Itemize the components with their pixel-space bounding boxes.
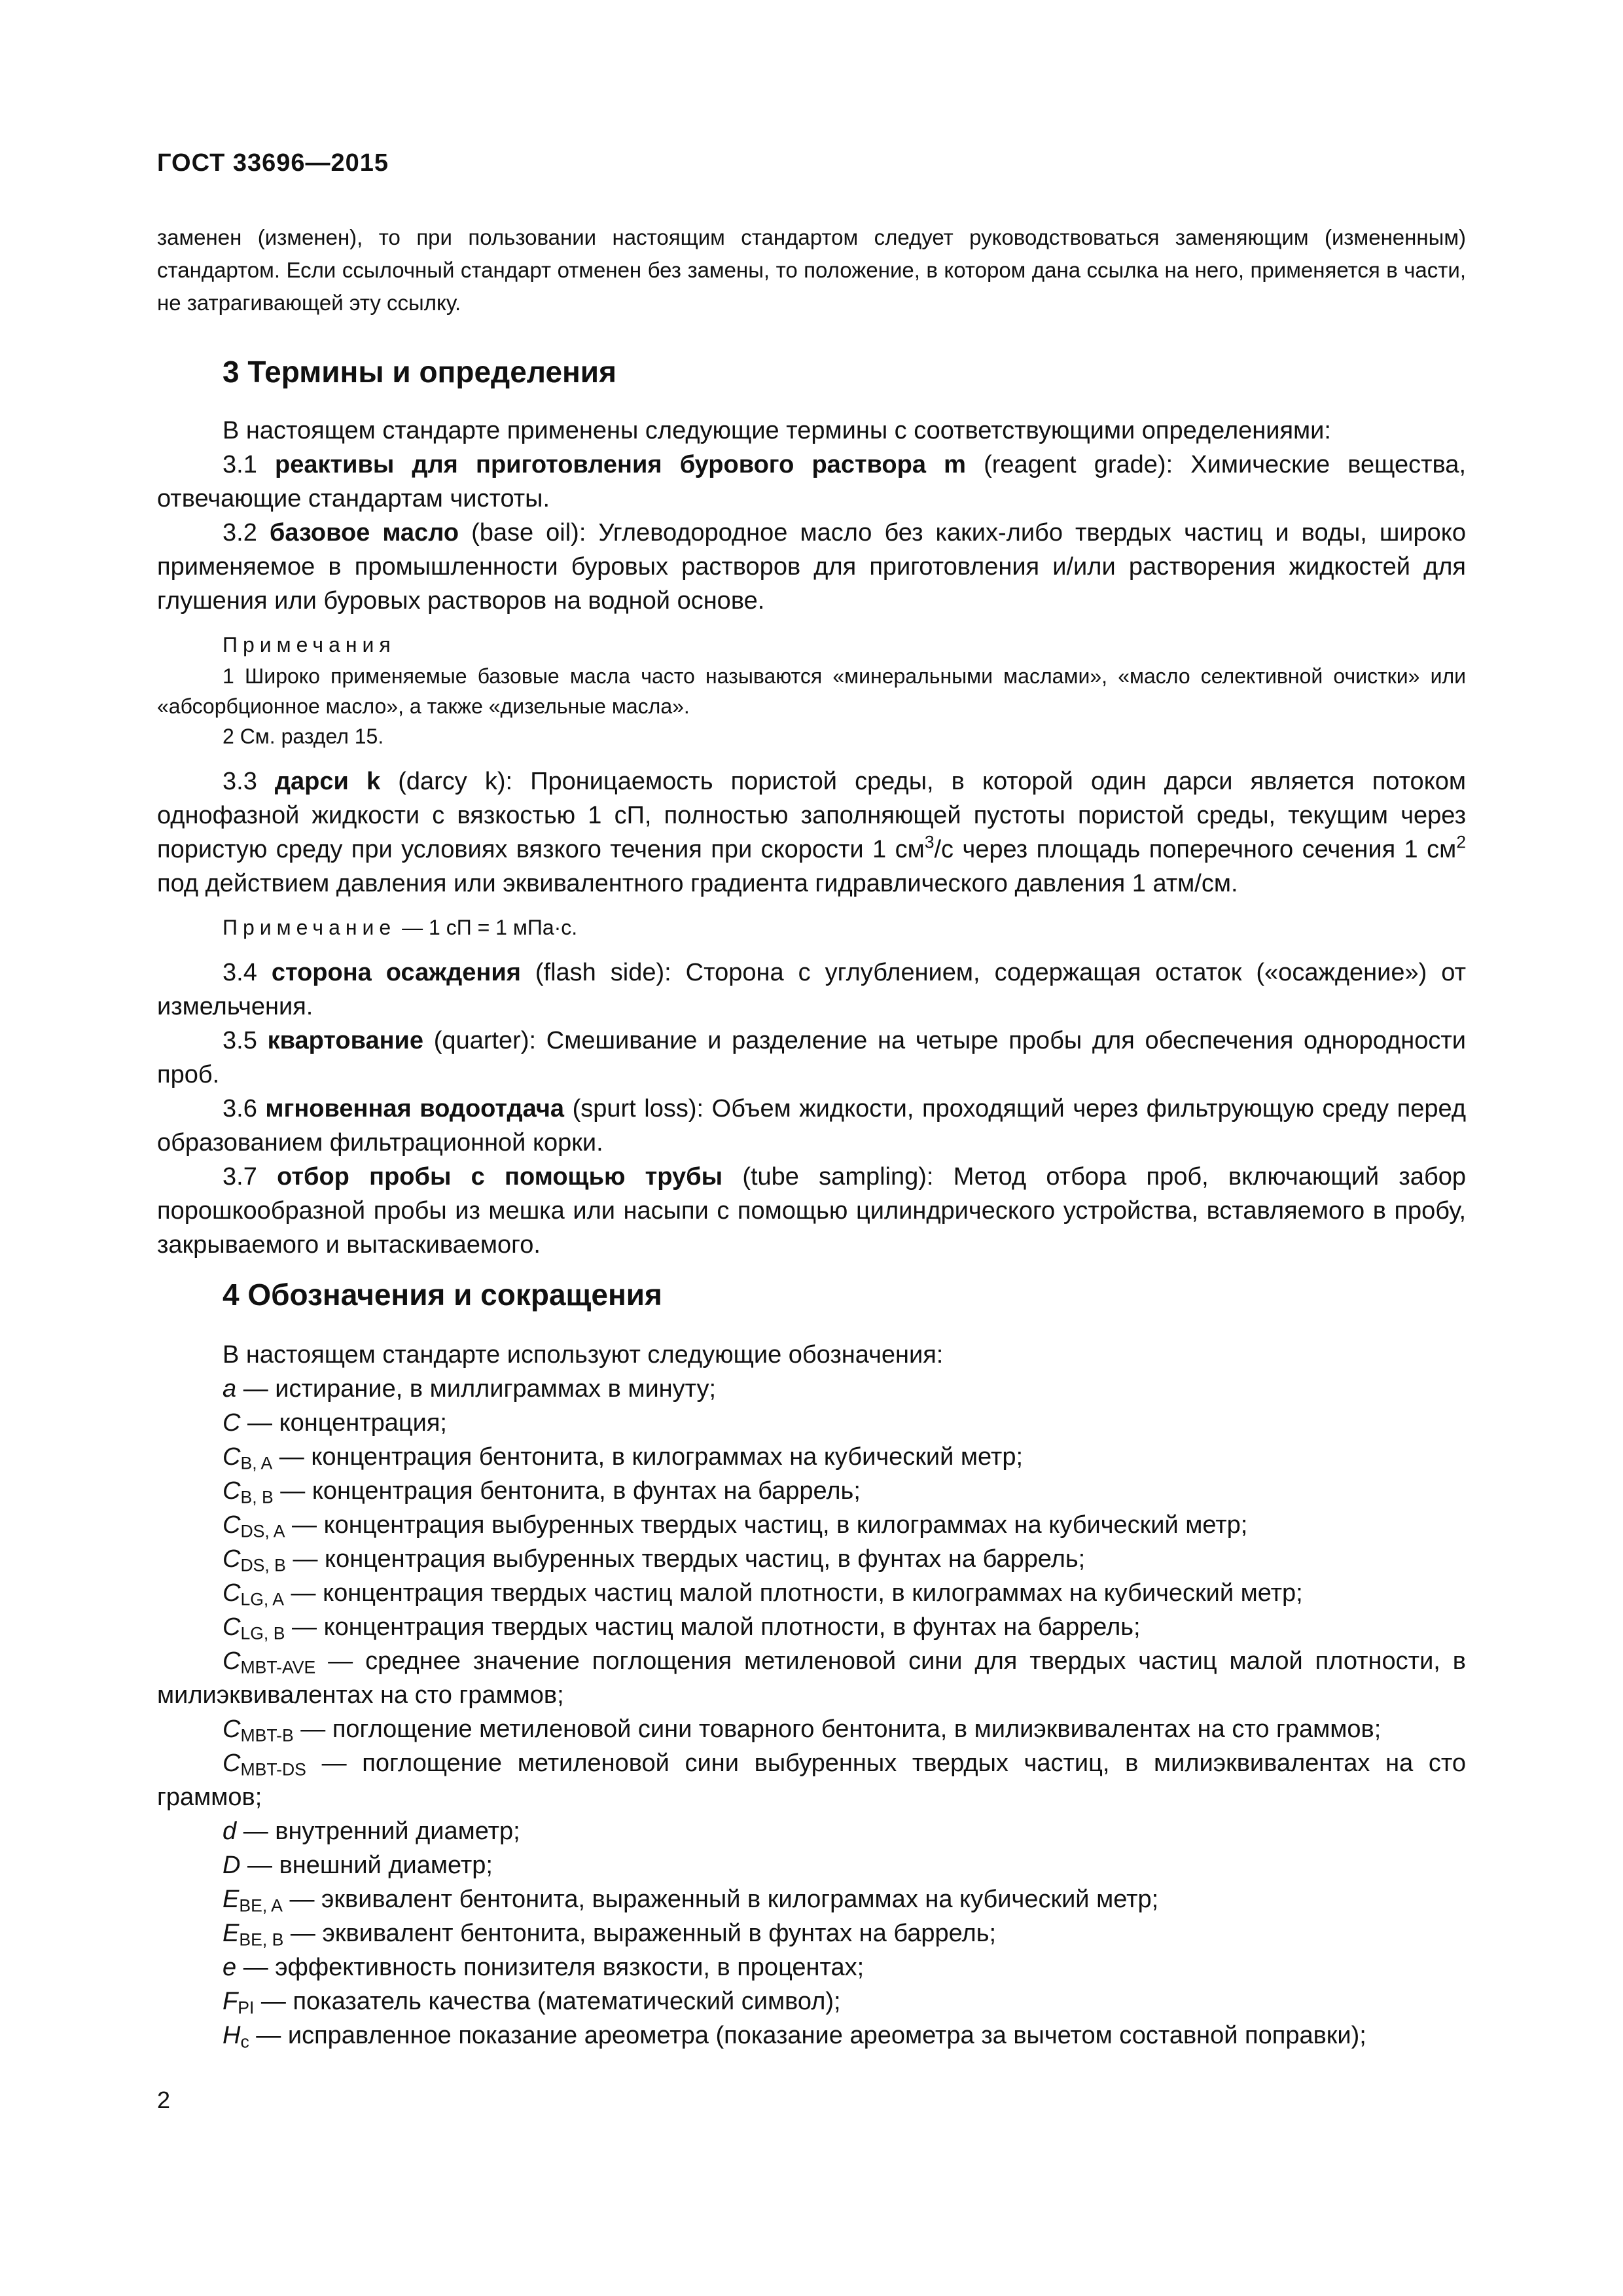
symbol-entry bbox=[157, 1916, 1466, 1950]
document-code-header: ГОСТ 33696—2015 bbox=[157, 149, 389, 177]
symbol: D bbox=[223, 1852, 241, 1879]
note-1: 1 Широко применяемые базовые масла часто называются «минеральными маслами», «масло селективной очистки» или «абсорбционное масло», а также «дизельные масла». bbox=[157, 664, 1466, 718]
symbol-entry bbox=[157, 1406, 1466, 1440]
symbol-entry bbox=[157, 1984, 1466, 2018]
symbol-entry bbox=[157, 1950, 1466, 1984]
note-label: Примечание bbox=[223, 916, 397, 939]
term-number: 3.7 bbox=[223, 1163, 277, 1191]
symbol-description: — внешний диаметр; bbox=[240, 1852, 493, 1879]
term-number: 3.2 bbox=[223, 519, 270, 547]
symbol: H bbox=[223, 2022, 241, 2049]
symbol-entry bbox=[157, 1474, 1466, 1508]
symbol: C bbox=[223, 1409, 241, 1437]
term-definition-part: /с через площадь поперечного сечения 1 см bbox=[934, 836, 1457, 863]
term-number: 3.6 bbox=[223, 1095, 266, 1122]
symbol-subscript: B, A bbox=[240, 1453, 273, 1473]
symbol-description: — концентрация бентонита, в фунтах на баррель; bbox=[273, 1477, 861, 1505]
symbol: C bbox=[223, 1749, 241, 1777]
term-name: базовое масло bbox=[269, 519, 459, 547]
symbol-subscript: BE, A bbox=[239, 1895, 283, 1916]
symbol-subscript: LG, A bbox=[240, 1589, 284, 1609]
symbol-description: — истирание, в миллиграммах в минуту; bbox=[236, 1375, 717, 1403]
symbol-entry bbox=[157, 1372, 1466, 1406]
symbol-entry bbox=[157, 1644, 1466, 1712]
symbol-subscript: DS, B bbox=[240, 1555, 286, 1575]
symbol: e bbox=[223, 1954, 237, 1981]
term-name: дарси k bbox=[274, 768, 381, 795]
symbol-description: — концентрация твердых частиц малой плотности, в фунтах на баррель; bbox=[285, 1613, 1141, 1641]
note-text: — 1 сП = 1 мПа·с. bbox=[396, 916, 578, 939]
symbol-description: — концентрация выбуренных твердых частиц, в килограммах на кубический метр; bbox=[285, 1511, 1248, 1539]
symbol-subscript: B, B bbox=[240, 1487, 274, 1507]
symbol-entry bbox=[157, 1814, 1466, 1848]
symbol: E bbox=[223, 1920, 240, 1947]
symbol: F bbox=[223, 1988, 238, 2015]
symbol-description: — концентрация; bbox=[240, 1409, 447, 1437]
symbol-list bbox=[157, 1372, 1466, 2053]
term-number: 3.3 bbox=[223, 768, 275, 795]
section-3-body bbox=[157, 414, 1466, 1262]
page-number: 2 bbox=[157, 2087, 171, 2113]
section-3-lead: В настоящем стандарте применены следующие термины с соответствующими определениями: bbox=[223, 417, 1331, 444]
symbol: C bbox=[223, 1511, 241, 1539]
symbol: d bbox=[223, 1818, 237, 1845]
symbol: C bbox=[223, 1477, 241, 1505]
symbol-entry bbox=[157, 1508, 1466, 1542]
symbol-entry bbox=[157, 1712, 1466, 1746]
symbol-subscript: LG, B bbox=[240, 1623, 285, 1643]
term-definition-part: (darcy k): Проницаемость пористой среды, в которой один дарси является потоком однофазной жидкости с вязкостью 1 сП, полностью заполняющей пустоты пористой среды, текущим через пористую среду при условиях вязкого течения при скорости 1 см bbox=[157, 768, 1467, 863]
symbol-description: — концентрация бентонита, в килограммах на кубический метр; bbox=[272, 1443, 1024, 1471]
term-name: квартование bbox=[267, 1027, 424, 1054]
term-number: 3.4 bbox=[223, 959, 272, 986]
symbol-entry bbox=[157, 1440, 1466, 1474]
symbol: C bbox=[223, 1613, 241, 1641]
symbol-description: — концентрация выбуренных твердых частиц, в фунтах на баррель; bbox=[285, 1545, 1086, 1573]
symbol-description: — среднее значение поглощения метиленовой сини для твердых частиц малой плотности, в милиэквивалентах на сто граммов; bbox=[157, 1647, 1466, 1709]
symbol: C bbox=[223, 1647, 241, 1675]
notes-title: Примечания bbox=[223, 633, 396, 656]
superscript: 2 bbox=[1456, 832, 1467, 852]
symbol-entry bbox=[157, 1542, 1466, 1576]
note-3-3 bbox=[157, 912, 1466, 942]
symbol: C bbox=[223, 1579, 241, 1607]
term-3-1 bbox=[157, 448, 1466, 516]
symbol-description: — эквивалент бентонита, выраженный в фунтах на баррель; bbox=[283, 1920, 997, 1947]
symbol-entry bbox=[157, 1610, 1466, 1644]
section-4-lead: В настоящем стандарте используют следующие обозначения: bbox=[223, 1341, 944, 1369]
symbol-description: — поглощение метиленовой сини выбуренных твердых частиц, в милиэквивалентах на сто граммов; bbox=[157, 1749, 1466, 1811]
symbol-subscript: PI bbox=[238, 1998, 255, 2018]
superscript: 3 bbox=[924, 832, 935, 852]
symbol-entry bbox=[157, 1882, 1466, 1916]
term-definition: (tube sampling): Метод отбора проб, включающий забор порошкообразной пробы из мешка или насыпи с помощью цилиндрического устройства, вставляемого в пробу, закрываемого и вытаскиваемого. bbox=[157, 1163, 1466, 1259]
term-name: сторона осаждения bbox=[271, 959, 521, 986]
term-3-3 bbox=[157, 764, 1466, 901]
term-3-4 bbox=[157, 956, 1466, 1024]
term-definition: (flash side): Сторона с углублением, содержащая остаток («осаждение») от измельчения. bbox=[157, 959, 1466, 1020]
term-name: отбор пробы с помощью трубы bbox=[277, 1163, 723, 1191]
term-definition: (spurt loss): Объем жидкости, проходящий через фильтрующую среду перед образованием фильтрационной корки. bbox=[157, 1095, 1466, 1157]
symbol-subscript: DS, A bbox=[240, 1521, 285, 1541]
symbol: E bbox=[223, 1886, 240, 1913]
intro-paragraph: заменен (изменен), то при пользовании настоящим стандартом следует руководствоваться заменяющим (измененным) стандартом. Если ссылочный стандарт отменен без замены, то положение, в котором дана ссылка на него, применяется в части, не затрагивающей эту ссылку. bbox=[157, 225, 1466, 315]
section-4-body bbox=[157, 1338, 1466, 2053]
note-2: 2 См. раздел 15. bbox=[223, 725, 384, 748]
symbol-entry bbox=[157, 1576, 1466, 1610]
symbol-description: — концентрация твердых частиц малой плотности, в килограммах на кубический метр; bbox=[283, 1579, 1303, 1607]
term-definition: (quarter): Смешивание и разделение на четыре пробы для обеспечения однородности проб. bbox=[157, 1027, 1466, 1088]
symbol-description: — внутренний диаметр; bbox=[236, 1818, 520, 1845]
term-name: реактивы для приготовления бурового раствора m bbox=[274, 451, 966, 478]
symbol-entry bbox=[157, 1848, 1466, 1882]
symbol: a bbox=[223, 1375, 237, 1403]
symbol-description: — показатель качества (математический символ); bbox=[254, 1988, 841, 2015]
term-3-6 bbox=[157, 1092, 1466, 1160]
symbol-subscript: BE, B bbox=[239, 1929, 284, 1950]
term-number: 3.1 bbox=[223, 451, 275, 478]
symbol-description: — эквивалент бентонита, выраженный в килограммах на кубический метр; bbox=[282, 1886, 1159, 1913]
section-3-heading: 3 Термины и определения bbox=[223, 355, 616, 389]
symbol-subscript: MBT-AVE bbox=[240, 1657, 316, 1677]
term-definition: (base oil): Углеводородное масло без каких-либо твердых частиц и воды, широко применяемое в промышленности буровых растворов для приготовления и/или растворения жидкостей для глушения или буровых растворов на водной основе. bbox=[157, 519, 1466, 615]
symbol-description: — исправленное показание ареометра (показание ареометра за вычетом составной поправки); bbox=[249, 2022, 1366, 2049]
symbol: C bbox=[223, 1715, 241, 1743]
symbol-subscript: MBT-DS bbox=[240, 1759, 306, 1780]
section-4-heading: 4 Обозначения и сокращения bbox=[223, 1278, 662, 1312]
symbol-description: — эффективность понизителя вязкости, в процентах; bbox=[236, 1954, 865, 1981]
symbol-description: — поглощение метиленовой сини товарного бентонита, в милиэквивалентах на сто граммов; bbox=[293, 1715, 1382, 1743]
symbol: C bbox=[223, 1545, 241, 1573]
symbol: C bbox=[223, 1443, 241, 1471]
term-name: мгновенная водоотдача bbox=[265, 1095, 565, 1122]
symbol-entry bbox=[157, 2018, 1466, 2053]
term-definition: (reagent grade): Химические вещества, отвечающие стандартам чистоты. bbox=[157, 451, 1467, 512]
term-3-5 bbox=[157, 1024, 1466, 1092]
term-number: 3.5 bbox=[223, 1027, 268, 1054]
term-3-2 bbox=[157, 516, 1466, 618]
symbol-subscript: c bbox=[240, 2032, 249, 2052]
symbol-subscript: MBT-B bbox=[240, 1725, 294, 1746]
symbol-entry bbox=[157, 1746, 1466, 1814]
term-definition-part: под действием давления или эквивалентного градиента гидравлического давления 1 атм/см. bbox=[157, 870, 1238, 897]
term-3-7 bbox=[157, 1160, 1466, 1262]
